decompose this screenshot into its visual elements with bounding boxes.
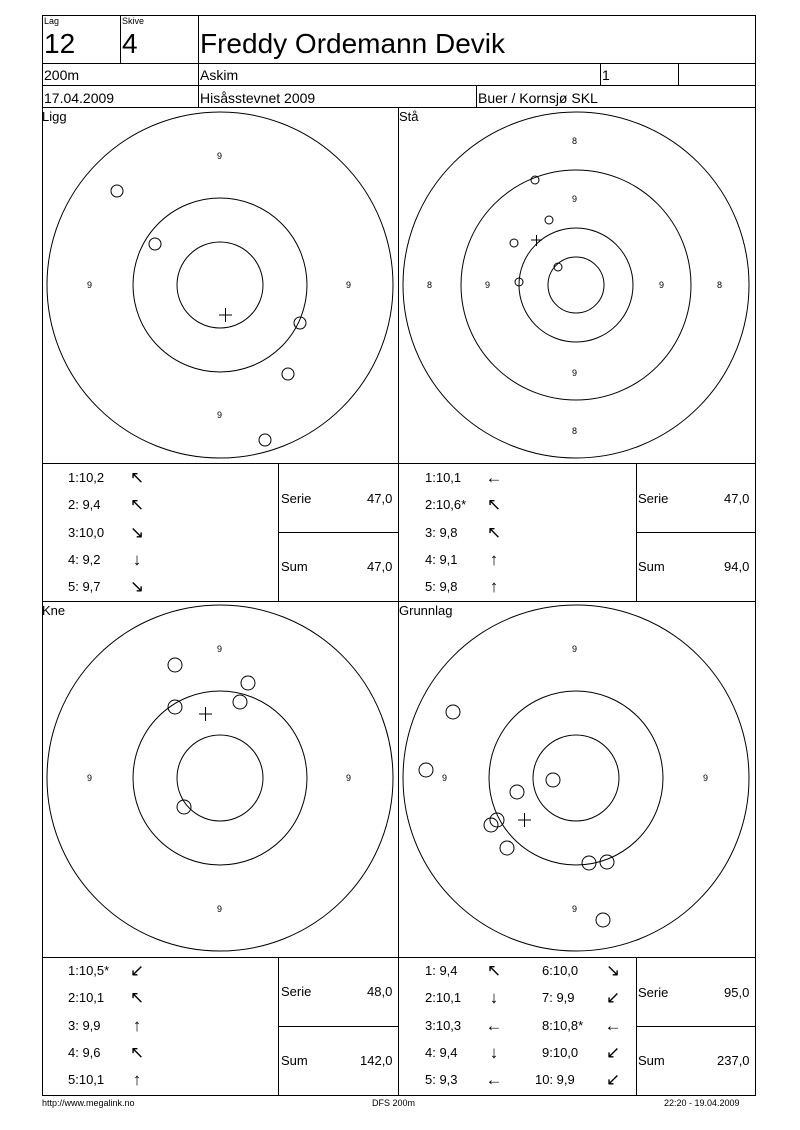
shot-hole <box>419 763 433 777</box>
serie-label: Serie <box>281 984 312 999</box>
shot-hole <box>282 368 294 380</box>
ring-label: 9 <box>572 644 578 654</box>
ring-label: 8 <box>427 280 433 290</box>
shot-score: 7: 9,9 <box>542 990 575 1005</box>
ring-label: 9 <box>346 773 352 783</box>
shot-hole <box>546 773 560 787</box>
skive-label: Skive <box>122 16 145 26</box>
ring-label: 8 <box>572 136 578 146</box>
shot-score: 4: 9,2 <box>68 552 101 567</box>
serie-label: Serie <box>638 491 669 506</box>
shot-direction-arrow-icon: ↓ <box>489 988 499 1007</box>
ring-label: 9 <box>659 280 665 290</box>
shot-score: 10: 9,9 <box>535 1072 575 1087</box>
shot-score: 5: 9,3 <box>425 1072 458 1087</box>
shot-score: 2:10,6* <box>425 497 467 512</box>
lag-value: 12 <box>44 28 76 59</box>
ring-label: 9 <box>485 280 491 290</box>
shot-direction-arrow-icon: ↖ <box>129 988 145 1007</box>
shot-score: 1:10,2 <box>68 470 105 485</box>
shot-score: 1:10,5* <box>68 963 110 978</box>
shot-score: 4: 9,4 <box>425 1045 458 1060</box>
shot-score: 2:10,1 <box>68 990 105 1005</box>
panel-title-grunnlag: Grunnlag <box>399 603 453 618</box>
location: Buer / Kornsjø SKL <box>478 90 598 106</box>
target-ring-inner <box>177 735 263 821</box>
shot-score: 5: 9,7 <box>68 579 101 594</box>
shot-direction-arrow-icon: ← <box>485 1016 503 1035</box>
shot-score: 9:10,0 <box>542 1045 579 1060</box>
group-center-cross <box>531 235 542 246</box>
ring-label: 9 <box>572 194 578 204</box>
shot-direction-arrow-icon: ↙ <box>605 1043 621 1062</box>
date: 17.04.2009 <box>44 90 115 106</box>
ring-label: 9 <box>442 773 448 783</box>
shot-hole <box>446 705 460 719</box>
ring-label: 9 <box>217 410 223 420</box>
shot-hole <box>510 785 524 799</box>
panel-title-ligg: Ligg <box>42 109 67 124</box>
shot-score: 4: 9,6 <box>68 1045 101 1060</box>
shot-score: 3: 9,8 <box>425 525 458 540</box>
target-ring-2 <box>461 170 691 400</box>
shot-hole <box>600 855 614 869</box>
target-staa <box>403 112 749 458</box>
shot-hole <box>168 658 182 672</box>
shot-score: 3:10,3 <box>425 1018 462 1033</box>
shot-score: 2: 9,4 <box>68 497 101 512</box>
shot-hole <box>233 695 247 709</box>
shot-direction-arrow-icon: ↙ <box>129 961 145 980</box>
serie-value: 48,0 <box>367 984 393 999</box>
shot-hole <box>500 841 514 855</box>
shot-hole <box>596 913 610 927</box>
shooter-name: Freddy Ordemann Devik <box>200 28 506 59</box>
shot-score: 4: 9,1 <box>425 552 458 567</box>
serie-value: 95,0 <box>724 985 750 1000</box>
shot-direction-arrow-icon: ↘ <box>605 961 621 980</box>
group-center-cross <box>219 308 232 322</box>
shot-direction-arrow-icon: ↖ <box>486 495 502 514</box>
sum-value: 94,0 <box>724 559 750 574</box>
shot-direction-arrow-icon: ↑ <box>132 1070 142 1089</box>
shot-direction-arrow-icon: ↖ <box>486 523 502 542</box>
shot-direction-arrow-icon: ↖ <box>486 961 502 980</box>
footer-caption: DFS 200m <box>372 1098 416 1108</box>
sum-label: Sum <box>638 1053 665 1068</box>
shot-score: 2:10,1 <box>425 990 462 1005</box>
shot-score: 3:10,0 <box>68 525 105 540</box>
shot-direction-arrow-icon: ↖ <box>129 468 145 487</box>
sum-label: Sum <box>281 559 308 574</box>
shot-direction-arrow-icon: ↓ <box>489 1043 499 1062</box>
ring-label: 9 <box>703 773 709 783</box>
shot-score: 1: 9,4 <box>425 963 458 978</box>
serie-value: 47,0 <box>367 491 393 506</box>
shot-score: 6:10,0 <box>542 963 579 978</box>
target-ring-middle <box>489 691 663 865</box>
ring-label: 9 <box>217 151 223 161</box>
shot-direction-arrow-icon: ↘ <box>129 523 145 542</box>
target-ring-inner <box>548 257 604 313</box>
sum-value: 142,0 <box>360 1053 393 1068</box>
ring-label: 9 <box>217 644 223 654</box>
target-ring-middle <box>133 198 307 372</box>
club: Askim <box>200 67 239 83</box>
target-ring-middle <box>133 691 307 865</box>
shot-score: 3: 9,9 <box>68 1018 101 1033</box>
shot-direction-arrow-icon: ↘ <box>129 577 145 596</box>
shot-hole <box>545 216 553 224</box>
serie-label: Serie <box>281 491 312 506</box>
group-center-cross <box>199 707 212 721</box>
shot-score: 5:10,1 <box>68 1072 105 1087</box>
footer-timestamp: 22:20 - 19.04.2009 <box>664 1098 740 1108</box>
target-ligg <box>47 112 393 458</box>
ring-label: 9 <box>217 904 223 914</box>
serie-label: Serie <box>638 985 669 1000</box>
shot-hole <box>111 185 123 197</box>
target-ring-outer <box>47 605 393 951</box>
sum-label: Sum <box>281 1053 308 1068</box>
shot-direction-arrow-icon: ↓ <box>132 550 142 569</box>
shot-direction-arrow-icon: ↙ <box>605 1070 621 1089</box>
shot-hole <box>259 434 271 446</box>
sum-value: 237,0 <box>717 1053 750 1068</box>
panel-title-kne: Kne <box>42 603 66 618</box>
slot-number: 1 <box>602 67 610 83</box>
group-center-cross <box>518 813 531 827</box>
target-kne <box>47 605 393 951</box>
lag-label: Lag <box>44 16 60 26</box>
shot-direction-arrow-icon: ↖ <box>129 1043 145 1062</box>
ring-label: 9 <box>572 904 578 914</box>
shot-direction-arrow-icon: ← <box>485 468 503 487</box>
event-name: Hisåsstevnet 2009 <box>200 90 316 106</box>
footer-link[interactable]: http://www.megalink.no <box>42 1098 135 1108</box>
shot-direction-arrow-icon: ← <box>485 1070 503 1089</box>
shot-hole <box>149 238 161 250</box>
shot-direction-arrow-icon: ↑ <box>489 550 499 569</box>
shot-score: 1:10,1 <box>425 470 462 485</box>
shot-hole <box>510 239 518 247</box>
target-ring-outer <box>403 605 749 951</box>
shot-hole <box>484 818 498 832</box>
ring-label: 8 <box>717 280 723 290</box>
distance: 200m <box>44 67 80 83</box>
shot-direction-arrow-icon: ← <box>604 1016 622 1035</box>
shot-direction-arrow-icon: ↑ <box>489 577 499 596</box>
shot-score: 8:10,8* <box>542 1018 584 1033</box>
target-ring-outer <box>47 112 393 458</box>
ring-label: 9 <box>87 280 93 290</box>
shot-score: 5: 9,8 <box>425 579 458 594</box>
panel-title-staa: Stå <box>399 109 419 124</box>
target-ring-outer <box>403 112 749 458</box>
skive-value: 4 <box>122 28 138 59</box>
serie-value: 47,0 <box>724 491 750 506</box>
shot-direction-arrow-icon: ↙ <box>605 988 621 1007</box>
shot-direction-arrow-icon: ↑ <box>132 1016 142 1035</box>
sum-label: Sum <box>638 559 665 574</box>
shot-direction-arrow-icon: ↖ <box>129 495 145 514</box>
ring-label: 8 <box>572 426 578 436</box>
shot-hole <box>241 676 255 690</box>
target-grunnlag <box>403 605 749 951</box>
ring-label: 9 <box>87 773 93 783</box>
sum-value: 47,0 <box>367 559 393 574</box>
ring-label: 9 <box>572 368 578 378</box>
ring-label: 9 <box>346 280 352 290</box>
